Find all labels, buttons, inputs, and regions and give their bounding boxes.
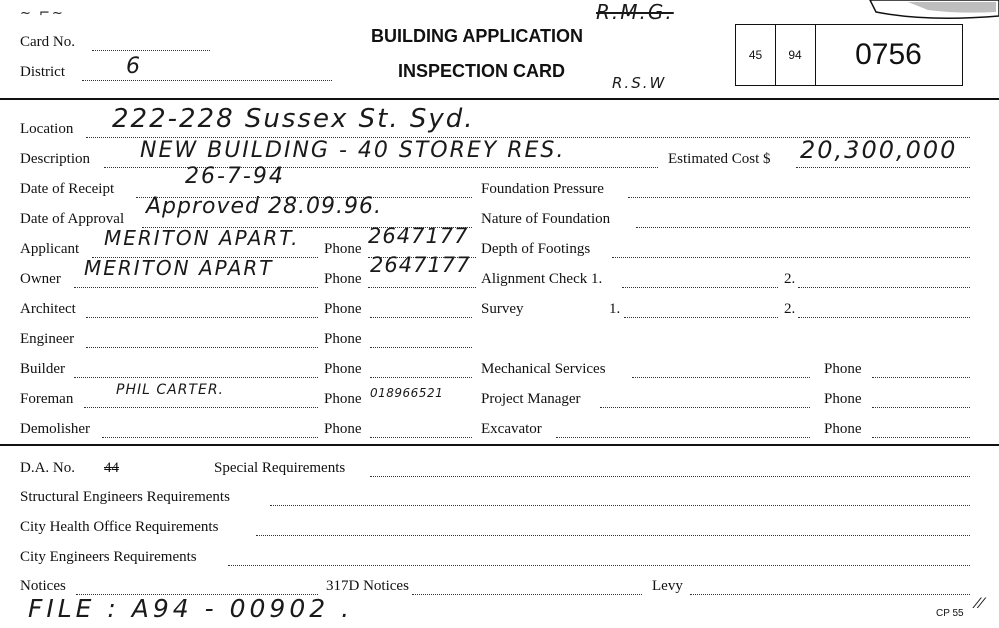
da-no-value: 44 [104, 460, 119, 476]
foreman-phone-value: 018966521 [370, 386, 444, 400]
structural-label: Structural Engineers Requirements [20, 489, 230, 505]
architect-field[interactable] [86, 317, 318, 318]
requirements-rule [0, 444, 999, 446]
owner-label: Owner [20, 271, 61, 287]
survey-2-field[interactable] [798, 317, 970, 318]
foundation-pressure-field[interactable] [628, 197, 970, 198]
excavator-field[interactable] [556, 437, 810, 438]
card-no-field[interactable] [92, 50, 210, 51]
estimated-cost-value: 20,300,000 [800, 136, 958, 164]
project-manager-field[interactable] [600, 407, 810, 408]
initials: R.S.W [612, 74, 667, 92]
project-manager-label: Project Manager [481, 391, 581, 407]
builder-label: Builder [20, 361, 65, 377]
nature-foundation-field[interactable] [636, 227, 970, 228]
project-manager-phone-field[interactable] [872, 407, 970, 408]
survey-1-field[interactable] [624, 317, 778, 318]
excavator-label: Excavator [481, 421, 542, 437]
architect-phone-label: Phone [324, 301, 362, 317]
nature-foundation-label: Nature of Foundation [481, 211, 611, 227]
excavator-phone-label: Phone [824, 421, 862, 437]
description-label: Description [20, 151, 90, 167]
demolisher-phone-label: Phone [324, 421, 362, 437]
card-no-label: Card No. [20, 34, 75, 50]
date-receipt-value: 26-7-94 [185, 164, 285, 189]
demolisher-field[interactable] [102, 437, 318, 438]
city-engineers-field[interactable] [228, 565, 970, 566]
structural-field[interactable] [270, 505, 970, 506]
district-field[interactable] [82, 80, 332, 81]
tick-mark: ⁄⁄ [976, 596, 985, 612]
torn-corner [868, 0, 999, 20]
location-label: Location [20, 121, 74, 137]
engineer-phone-field[interactable] [370, 347, 472, 348]
city-engineers-label: City Engineers Requirements [20, 549, 197, 565]
date-receipt-label: Date of Receipt [20, 181, 115, 197]
owner-field[interactable] [74, 287, 318, 288]
alignment-check-2-label: 2. [784, 271, 796, 287]
project-manager-phone-label: Phone [824, 391, 862, 407]
excavator-phone-field[interactable] [872, 437, 970, 438]
owner-phone-label: Phone [324, 271, 362, 287]
mechanical-phone-label: Phone [824, 361, 862, 377]
depth-footings-field[interactable] [612, 257, 970, 258]
foundation-pressure-label: Foundation Pressure [481, 181, 604, 197]
depth-footings-label: Depth of Footings [481, 241, 591, 257]
form-code: CP 55 [936, 608, 964, 619]
special-requirements-field[interactable] [370, 476, 970, 477]
engineer-field[interactable] [86, 347, 318, 348]
applicant-phone-value: 2647177 [368, 224, 469, 248]
title-line1: BUILDING APPLICATION [371, 26, 583, 46]
levy-label: Levy [652, 578, 683, 594]
file-reference: FILE : A94 - 00902 . [28, 594, 354, 623]
engineer-phone-label: Phone [324, 331, 362, 347]
foreman-label: Foreman [20, 391, 74, 407]
architect-phone-field[interactable] [370, 317, 472, 318]
foreman-phone-label: Phone [324, 391, 362, 407]
location-value: 222-228 Sussex St. Syd. [112, 104, 475, 134]
description-value: NEW BUILDING - 40 STOREY RES. [140, 138, 566, 163]
district-value: 6 [126, 54, 142, 79]
survey-1-label: 1. [609, 301, 621, 317]
builder-phone-field[interactable] [370, 377, 472, 378]
mechanical-services-label: Mechanical Services [481, 361, 606, 377]
da-no-label: D.A. No. [20, 460, 75, 476]
survey-label: Survey [481, 301, 524, 317]
alignment-check-1-field[interactable] [622, 287, 778, 288]
notices-label: Notices [20, 578, 66, 594]
initials-struck: R.M.G. [596, 0, 674, 24]
estimated-cost-field[interactable] [796, 167, 970, 168]
levy-field[interactable] [690, 594, 970, 595]
applicant-value: MERITON APART. [104, 226, 300, 250]
corner-scribble: ~ ⌐~ [20, 6, 65, 21]
builder-field[interactable] [74, 377, 318, 378]
foreman-field[interactable] [84, 407, 318, 408]
notices-317d-label: 317D Notices [326, 578, 409, 594]
special-requirements-label: Special Requirements [214, 460, 346, 476]
survey-2-label: 2. [784, 301, 796, 317]
title-line2: INSPECTION CARD [398, 61, 566, 81]
owner-phone-field[interactable] [368, 287, 476, 288]
architect-label: Architect [20, 301, 76, 317]
alignment-check-label: Alignment Check 1. [481, 271, 603, 287]
demolisher-label: Demolisher [20, 421, 90, 437]
mechanical-phone-field[interactable] [872, 377, 970, 378]
applicant-phone-label: Phone [324, 241, 362, 257]
builder-phone-label: Phone [324, 361, 362, 377]
date-approval-label: Date of Approval [20, 211, 125, 227]
card-box-2: 94 [775, 24, 816, 86]
demolisher-phone-field[interactable] [370, 437, 472, 438]
date-approval-value: Approved 28.09.96. [146, 194, 382, 219]
foreman-value: PHIL CARTER. [116, 382, 225, 398]
mechanical-services-field[interactable] [632, 377, 810, 378]
header-rule [0, 98, 999, 100]
district-label: District [20, 64, 65, 80]
alignment-check-2-field[interactable] [798, 287, 970, 288]
card-box-1: 45 [735, 24, 776, 86]
engineer-label: Engineer [20, 331, 75, 347]
health-label: City Health Office Requirements [20, 519, 219, 535]
notices-317d-field[interactable] [412, 594, 642, 595]
owner-value: MERITON APART [84, 256, 274, 280]
health-field[interactable] [256, 535, 970, 536]
estimated-cost-label: Estimated Cost $ [668, 151, 771, 167]
owner-phone-value: 2647177 [370, 253, 471, 277]
applicant-label: Applicant [20, 241, 80, 257]
card-box-3: 0756 [815, 24, 963, 86]
